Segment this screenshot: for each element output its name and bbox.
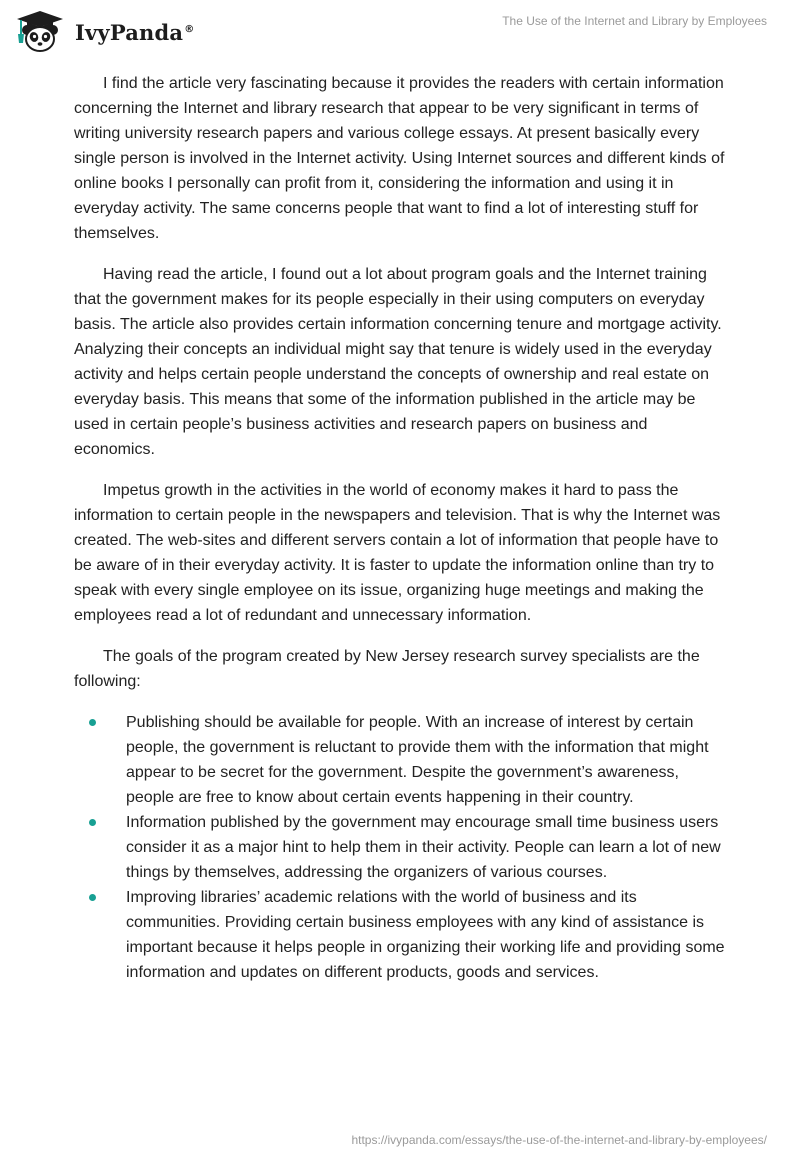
panda-graduate-icon — [14, 10, 66, 52]
list-item-text: Publishing should be available for people. With an increase of interest by certain people, the government is reluctant to provide them with the information that might appear to be secret for the government. Despite the government’s awareness, people are free to know about certain events happening in their country. — [126, 714, 709, 806]
list-item-text: Information published by the government may encourage small time business users consider it as a major hint to help them in their activity. People can learn a lot of new things by themselves, addressing the organizers of various courses. — [126, 814, 721, 881]
paragraph: The goals of the program created by New Jersey research survey specialists are the following: — [74, 648, 700, 690]
paragraph: I find the article very fascinating because it provides the readers with certain information concerning the Internet and library research that appear to be very significant in terms of writing university research papers and various college essays. At present basically every single person is involved in the Internet activity. Using Internet sources and different kinds of online books I personally can profit from it, considering the information and using it in everyday activity. The same concerns people that want to find a lot of interesting stuff for themselves. — [74, 75, 725, 242]
goals-list — [74, 710, 726, 985]
list-item — [74, 810, 726, 885]
source-url[interactable]: https://ivypanda.com/essays/the-use-of-the-internet-and-library-by-employees/ — [351, 1133, 767, 1147]
registered-mark: ® — [184, 23, 195, 35]
brand-name: IvyPanda® — [75, 19, 195, 45]
list-item — [74, 710, 726, 810]
paragraph: Having read the article, I found out a lot about program goals and the Internet training that the government makes for its people especially in their using computers on everyday basis. The article also provides certain information concerning tenure and mortgage activity. Analyzing their concepts an individual might say that tenure is widely used in the everyday activity and helps certain people understand the concepts of ownership and real estate on everyday basis. This means that some of the information published in the article may be used in certain people’s business activities and research papers on business and economics. — [74, 266, 722, 458]
essay-body — [74, 71, 726, 985]
list-item — [74, 885, 726, 985]
paragraph: Impetus growth in the activities in the world of economy makes it hard to pass the information to certain people in the newspapers and television. That is why the Internet was created. The web-sites and different servers contain a lot of information that people have to be aware of in their everyday activity. It is faster to update the information online than try to speak with every single employee on its issue, organizing huge meetings and making the employees read a lot of redundant and unnecessary information. — [74, 482, 721, 624]
page-header — [0, 0, 800, 60]
bullet-dot-icon — [89, 819, 96, 826]
bullet-dot-icon — [89, 894, 96, 901]
bullet-dot-icon — [89, 719, 96, 726]
brand-logo[interactable] — [14, 10, 194, 52]
document-title: The Use of the Internet and Library by Employees — [502, 14, 767, 28]
list-item-text: Improving libraries’ academic relations with the world of business and its communities. Providing certain business employees with any kind of assistance is important because it helps people in organizing their working life and providing some information and updates on different products, goods and services. — [126, 889, 725, 981]
